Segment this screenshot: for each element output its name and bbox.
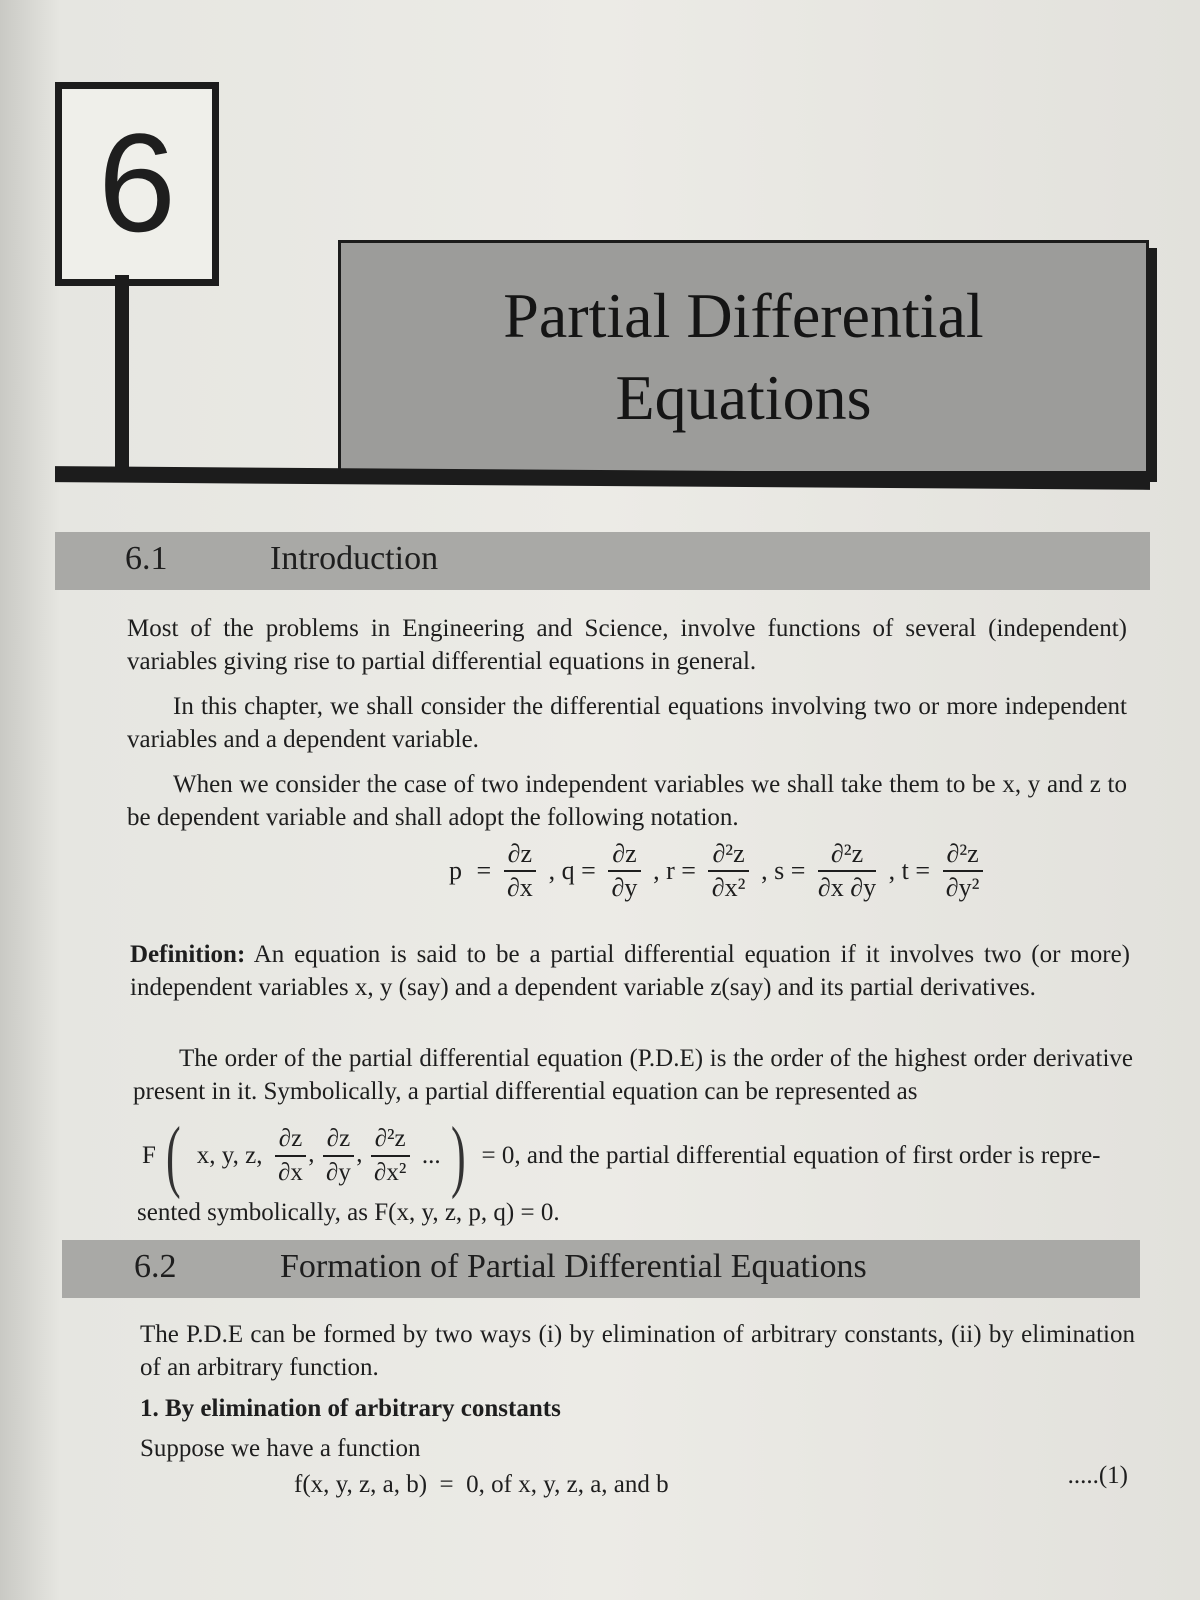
formula-symbol: x, y, z, [196, 1142, 263, 1169]
fraction-denominator: ∂y² [945, 873, 980, 902]
fraction-numerator: ∂z [504, 838, 536, 872]
fraction-denominator: ∂y [326, 1159, 351, 1186]
fraction [323, 1123, 354, 1189]
section-number: 6.1 [125, 540, 168, 577]
formula-symbol: , r = [653, 856, 696, 885]
section-title: Formation of Partial Differential Equations [280, 1248, 867, 1285]
open-paren: ( [165, 1112, 181, 1200]
fraction-denominator: ∂x² [711, 873, 746, 902]
fraction-numerator: ∂²z [943, 838, 983, 872]
chapter-title-line-2: Equations [615, 362, 872, 433]
definition-paragraph [130, 938, 1130, 1004]
section-title: Introduction [270, 540, 439, 577]
chapter-stem-decoration [115, 275, 129, 475]
paragraph: The P.D.E can be formed by two ways (i) by elimination of arbitrary constants, (ii) by elimination of an arbitrary function. [140, 1321, 1135, 1381]
section-number: 6.2 [134, 1248, 177, 1285]
paragraph: Most of the problems in Engineering and Science, involve functions of several (independent) variables giving rise to partial differential equations in general. [127, 615, 1127, 675]
section-heading-bar [62, 1240, 1140, 1298]
fraction-denominator: ∂x [278, 1159, 303, 1186]
fraction [818, 838, 876, 904]
fraction-denominator: ∂x [506, 873, 533, 902]
paragraph: In this chapter, we shall consider the differential equations involving two or more independent variables and a dependent variable. [127, 693, 1127, 753]
fraction-numerator: ∂²z [708, 838, 748, 872]
chapter-title-box [338, 240, 1149, 474]
fraction-denominator: ∂y [611, 873, 638, 902]
formula-symbol: , s = [761, 856, 806, 885]
equation-line: f(x, y, z, a, b) = 0, of x, y, z, a, and b [294, 1471, 669, 1498]
section-heading-bar [55, 532, 1150, 590]
fraction-numerator: ∂z [608, 838, 640, 872]
formula-symbol: p [449, 856, 462, 885]
chapter-number: 6 [98, 104, 176, 261]
general-pde-formula: F ( x, y, z, $\frac{\partial z}{\partial x}$ , $\frac{\partial z}{\partial y}$ , $\frac{\text{∂²z}}{\text{∂x²}}$ ... ) = 0, and the partial differential equation of first order is repre- [142, 1112, 1101, 1200]
subsection-heading: 1. By elimination of arbitrary constants [140, 1395, 561, 1422]
formula-text: = 0, and the partial differential equation of first order is repre- [481, 1142, 1101, 1169]
equation-number: .....(1) [1067, 1462, 1128, 1489]
paragraph: When we consider the case of two independent variables we shall take them to be x, y and z to be dependent variable and shall adopt the following notation. [127, 771, 1127, 831]
fraction-numerator: ∂²z [818, 838, 876, 872]
fraction-denominator: ∂x² [373, 1159, 407, 1186]
fraction-numerator: ∂z [323, 1123, 354, 1157]
fraction-numerator: ∂z [275, 1123, 306, 1157]
fraction-denominator: ∂x ∂y [817, 873, 877, 902]
definition-label: Definition: [130, 941, 246, 968]
paragraph: The order of the partial differential equation (P.D.E) is the order of the highest order derivative present in it. Symbolically, a partial differential equation can be represented as [133, 1045, 1133, 1105]
close-paren: ) [450, 1112, 466, 1200]
definition-text: An equation is said to be a partial differential equation if it involves two (or more) independent variables x, y (say) and a dependent variable z(say) and its partial derivatives. [130, 941, 1130, 1001]
chapter-title-line-1: Partial Differential [503, 280, 984, 351]
formula-symbol: , t = [888, 856, 931, 885]
fraction [708, 838, 748, 904]
fraction [943, 838, 983, 904]
notation-formula [445, 838, 985, 928]
fraction [504, 838, 536, 904]
fraction [608, 838, 640, 904]
paragraph: Suppose we have a function [140, 1435, 421, 1462]
fraction [371, 1123, 410, 1189]
formula-symbol: ... [421, 1142, 441, 1169]
formula-symbol: F [142, 1142, 156, 1169]
fraction [275, 1123, 306, 1189]
chapter-number-box [55, 82, 219, 286]
formula-symbol: = [476, 856, 492, 885]
formula-symbol: , q = [548, 856, 596, 885]
paragraph: sented symbolically, as F(x, y, z, p, q) = 0. [137, 1199, 560, 1226]
fraction-numerator: ∂²z [371, 1123, 410, 1157]
